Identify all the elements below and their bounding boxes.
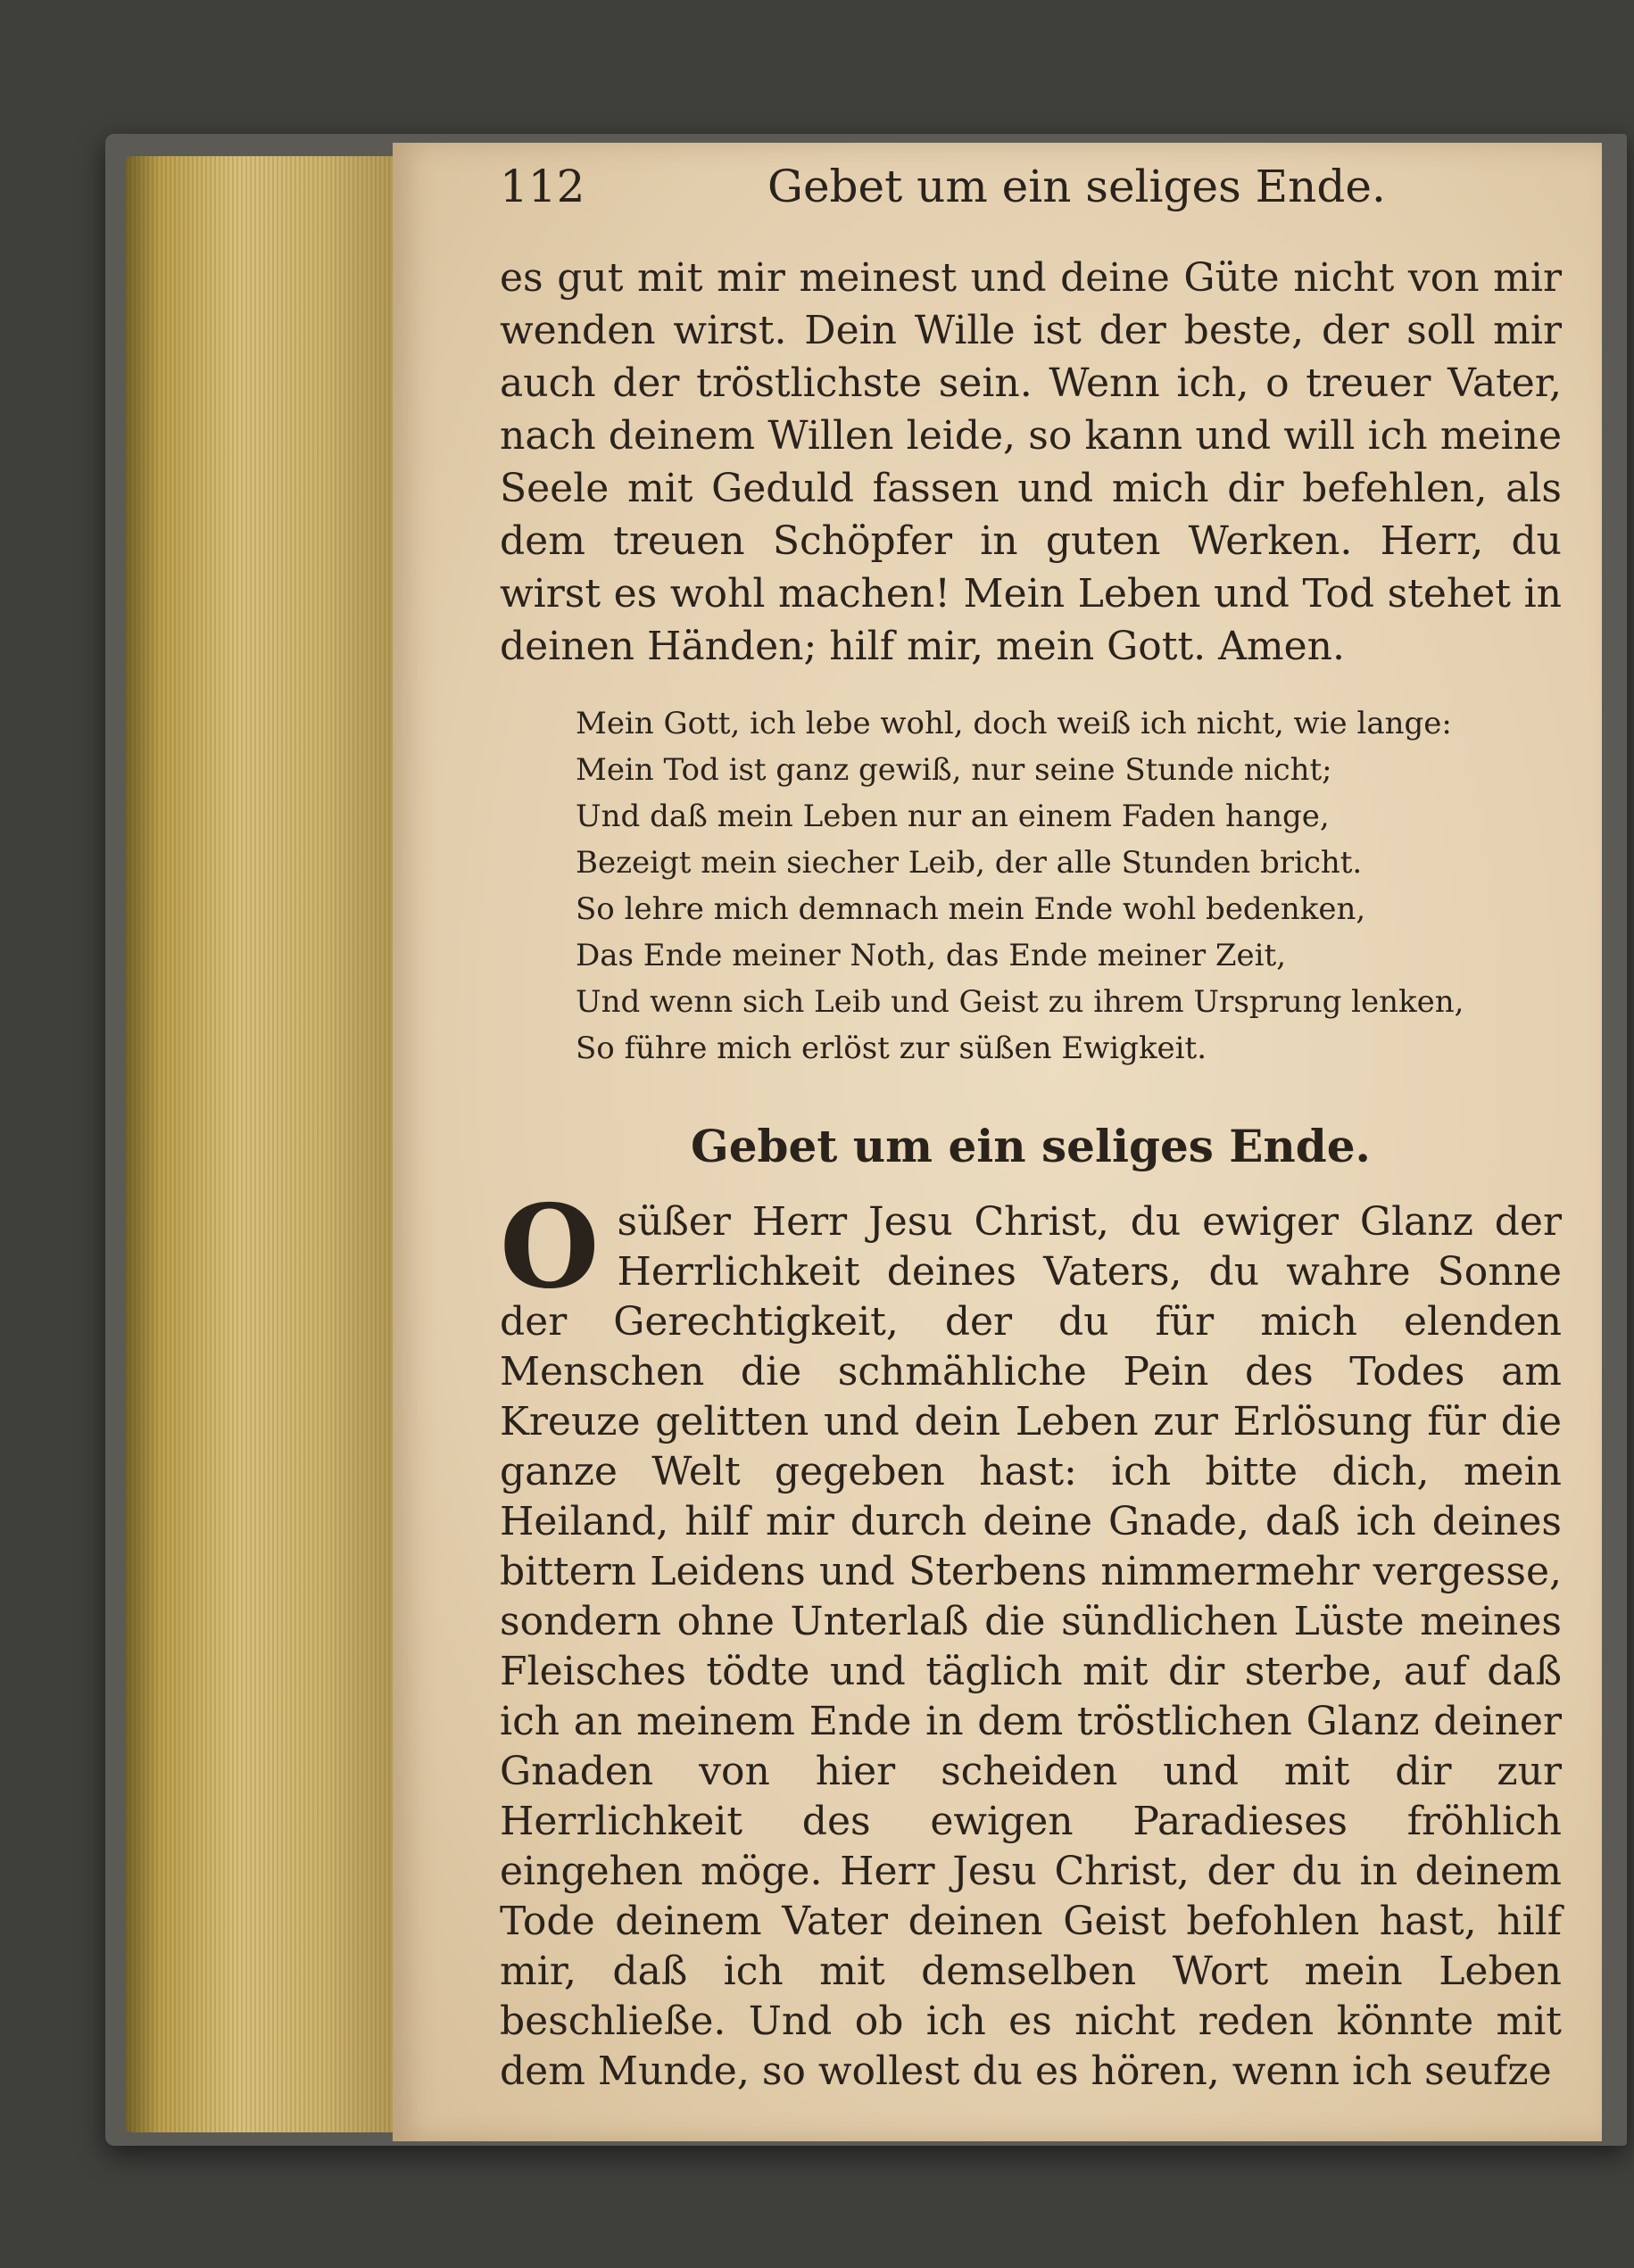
poem-line: Bezeigt mein siecher Leib, der alle Stunden bricht. bbox=[576, 845, 1363, 881]
drop-cap: O bbox=[500, 1180, 600, 1314]
body-paragraph: es gut mit mir meinest und deine Güte nicht von mir wenden wirst. Dein Wille ist der beste, der soll mir auch der tröstlichste sein. Wenn ich, o treuer Vater, nach deinem Willen leide, so kann und will ich meine Seele mit Geduld fassen und mich dir befehlen, als dem treuen Schöpfer in guten Werken. Herr, du wirst es wohl machen! Mein Leben und Tod stehet in deinen Händen; hilf mir, mein Gott. Amen. bbox=[500, 255, 1562, 669]
poem-line: So führe mich erlöst zur süßen Ewigkeit. bbox=[576, 1031, 1207, 1066]
prayer-text: süßer Herr Jesu Christ, du ewiger Glanz der Herrlichkeit deines Vaters, du wahre Sonne der Gerechtigkeit, der du für mich elenden Menschen die schmähliche Pein des Todes am Kreuze gelitten und dein Leben zur Erlösung für die ganze Welt gegeben hast: ich bitte dich, mein Heiland, hilf mir durch deine Gnade, daß ich deines bittern Leidens und Sterbens nimmermehr vergesse, sondern ohne Unterlaß die sündlichen Lüste meines Fleisches tödte und täglich mit dir sterbe, auf daß ich an meinem Ende in dem tröstlichen Glanz deiner Gnaden von hier scheiden und mit dir zur Herrlichkeit des ewigen Paradieses fröhlich eingehen möge. Herr Jesu Christ, der du in deinem Tode deinem Vater deinen Geist befohlen hast, hilf mir, daß ich mit demselben Wort mein Leben beschließe. Und ob ich es nicht reden könnte mit dem Munde, so wollest du es hören, wenn ich seufze bbox=[500, 1199, 1562, 2094]
poem bbox=[576, 700, 1566, 1072]
poem-line: Mein Tod ist ganz gewiß, nur seine Stunde nicht; bbox=[576, 752, 1332, 788]
poem-line: Mein Gott, ich lebe wohl, doch weiß ich nicht, wie lange: bbox=[576, 706, 1452, 741]
page-edges bbox=[125, 156, 411, 2132]
prayer-paragraph bbox=[500, 1180, 1562, 2097]
page-number: 112 bbox=[500, 161, 585, 212]
poem-line: Das Ende meiner Noth, das Ende meiner Zeit, bbox=[576, 938, 1287, 973]
section-heading: Gebet um ein seliges Ende. bbox=[691, 1120, 1371, 1172]
running-title: Gebet um ein seliges Ende. bbox=[767, 161, 1386, 212]
poem-line: Und wenn sich Leib und Geist zu ihrem Ursprung lenken, bbox=[576, 984, 1464, 1020]
running-header bbox=[500, 161, 1597, 223]
poem-line: So lehre mich demnach mein Ende wohl bedenken, bbox=[576, 891, 1366, 927]
poem-line: Und daß mein Leben nur an einem Faden hange, bbox=[576, 799, 1330, 834]
